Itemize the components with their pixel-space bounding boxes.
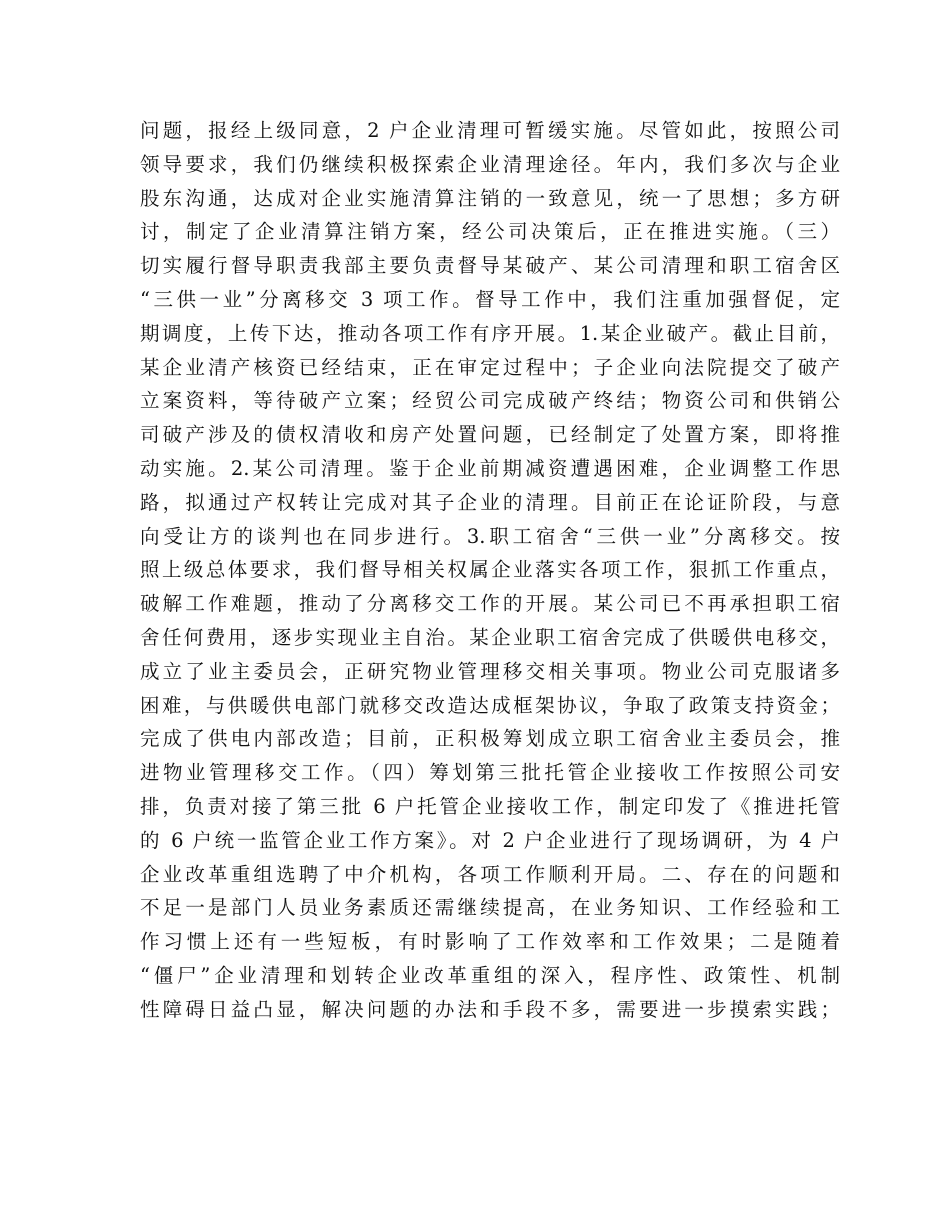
- text-line: 向受让方的谈判也在同步进行。3.职工宿舍“三供一业”分离移交。按: [140, 524, 840, 548]
- text-line: 性障碍日益凸显，解决问题的办法和手段不多，需要进一步摸索实践；: [140, 997, 840, 1021]
- text-line: 困难，与供暖供电部门就移交改造达成框架协议，争取了政策支持资金；: [140, 693, 840, 717]
- text-line: 动实施。2.某公司清理。鉴于企业前期减资遭遇困难，企业调整工作思: [140, 456, 840, 480]
- text-line: 司破产涉及的债权清收和房产处置问题，已经制定了处置方案，即将推: [140, 423, 840, 447]
- text-line: 切实履行督导职责我部主要负责督导某破产、某公司清理和职工宿舍区: [140, 254, 840, 278]
- text-line: 的 6 户统一监管企业工作方案》。对 2 户企业进行了现场调研，为 4 户: [140, 828, 840, 852]
- text-line: “僵尸”企业清理和划转企业改革重组的深入，程序性、政策性、机制: [140, 963, 840, 987]
- body-text: [140, 114, 840, 1027]
- text-line: 舍任何费用，逐步实现业主自治。某企业职工宿舍完成了供暖供电移交，: [140, 625, 840, 649]
- text-line: 股东沟通，达成对企业实施清算注销的一致意见，统一了思想；多方研: [140, 186, 840, 210]
- text-line: 期调度，上传下达，推动各项工作有序开展。1.某企业破产。截止目前，: [140, 321, 840, 345]
- text-line: 路，拟通过产权转让完成对其子企业的清理。目前正在论证阶段，与意: [140, 490, 840, 514]
- text-line: 排，负责对接了第三批 6 户托管企业接收工作，制定印发了《推进托管: [140, 794, 840, 818]
- text-line: 照上级总体要求，我们督导相关权属企业落实各项工作，狠抓工作重点，: [140, 558, 840, 582]
- text-line: “三供一业”分离移交 3 项工作。督导工作中，我们注重加强督促，定: [140, 287, 840, 311]
- text-line: 问题，报经上级同意，2 户企业清理可暂缓实施。尽管如此，按照公司: [140, 119, 840, 142]
- text-line: 完成了供电内部改造；目前，正积极筹划成立职工宿舍业主委员会，推: [140, 727, 840, 751]
- text-line: 破解工作难题，推动了分离移交工作的开展。某公司已不再承担职工宿: [140, 592, 840, 616]
- text-line: 立案资料，等待破产立案；经贸公司完成破产终结；物资公司和供销公: [140, 389, 840, 413]
- text-line: 讨，制定了企业清算注销方案，经公司决策后，正在推进实施。（三）: [140, 220, 840, 244]
- text-line: 不足一是部门人员业务素质还需继续提高，在业务知识、工作经验和工: [140, 896, 840, 920]
- text-line: 某企业清产核资已经结束，正在审定过程中；子企业向法院提交了破产: [140, 355, 840, 379]
- text-line: 企业改革重组选聘了中介机构，各项工作顺利开局。二、存在的问题和: [140, 862, 840, 886]
- text-line: 进物业管理移交工作。（四）筹划第三批托管企业接收工作按照公司安: [140, 761, 840, 785]
- text-line: 作习惯上还有一些短板，有时影响了工作效率和工作效果；二是随着: [140, 930, 840, 954]
- text-line: 领导要求，我们仍继续积极探索企业清理途径。年内，我们多次与企业: [140, 152, 840, 176]
- text-line: 成立了业主委员会，正研究物业管理移交相关事项。物业公司克服诸多: [140, 659, 840, 683]
